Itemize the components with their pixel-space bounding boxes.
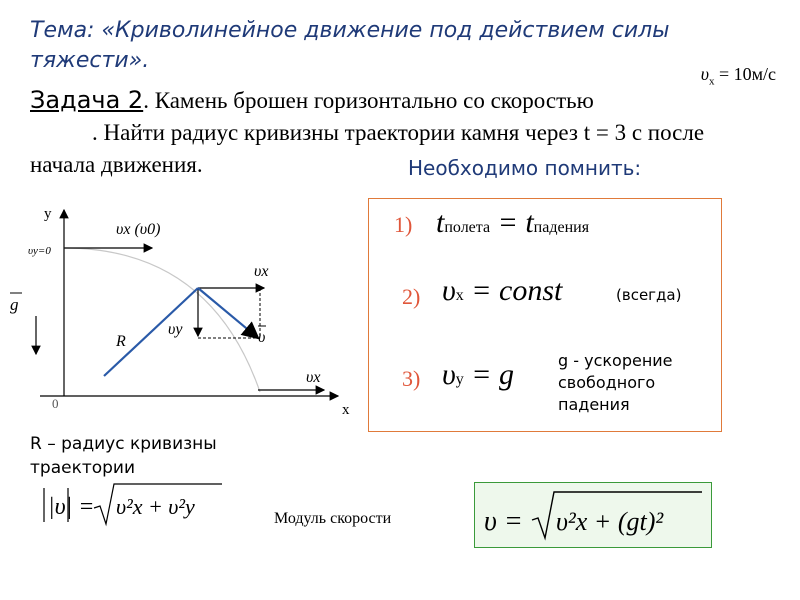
task-text-1: . Камень брошен горизонтально со скоростью — [143, 88, 594, 113]
speed-formula — [478, 486, 708, 544]
formula-2-rhs: const — [499, 274, 563, 307]
vy-zero-label: υy=0 — [28, 245, 51, 257]
radius-line — [104, 288, 198, 376]
formula-2-eq: = — [463, 274, 500, 307]
vx-ground-label: υx — [306, 369, 321, 386]
remember-title: Необходимо помнить: — [408, 156, 642, 180]
item-1-number: 1) — [394, 212, 413, 237]
speed-formula-lhs: υ = — [484, 506, 523, 537]
trajectory-curve — [64, 248, 260, 392]
remember-item-3 — [402, 366, 420, 392]
v-label: υ — [258, 329, 266, 346]
given-value: = 10м/с — [714, 64, 776, 84]
radius-note: R – радиус кривизны траектории — [30, 434, 217, 478]
formula-3-rhs: g — [499, 358, 515, 391]
formula-vx-const — [442, 274, 562, 308]
task-label: Задача 2 — [30, 86, 144, 114]
given-sub: x — [708, 75, 715, 88]
trajectory-diagram — [0, 196, 370, 432]
formula-1-eq: = — [490, 206, 526, 239]
formula-flight-time — [436, 206, 589, 240]
x-axis-label: x — [342, 402, 350, 418]
speed-magnitude-lhs: |υ| = — [48, 494, 95, 520]
formula-3-lhs-sub: y — [455, 371, 464, 388]
formula-1-rhs-sub: падения — [533, 219, 590, 236]
formula-3-lhs: υ — [442, 358, 456, 391]
remember-item-1 — [394, 212, 412, 238]
speed-formula-rad: υ²x + (gt)² — [556, 507, 664, 536]
radius-label: R — [116, 333, 126, 350]
always-note: (всегда) — [616, 286, 682, 304]
remember-item-2 — [402, 284, 420, 310]
speed-magnitude-rad: υ²x + υ²y — [116, 494, 195, 519]
g-label: g — [10, 295, 19, 314]
item-2-number: 2) — [402, 284, 421, 309]
formula-3-eq: = — [463, 358, 500, 391]
formula-2-lhs: υ — [442, 274, 456, 307]
formula-1-lhs: t — [436, 206, 445, 239]
modulus-label: Модуль скорости — [274, 510, 392, 527]
given-symbol: υ — [700, 64, 709, 84]
y-axis-label: y — [44, 206, 52, 222]
task-statement — [30, 84, 770, 181]
formula-2-lhs-sub: x — [455, 287, 464, 304]
formula-1-rhs: t — [525, 206, 534, 239]
velocity-vector — [198, 288, 258, 338]
topic-title: Тема: «Криволинейное движение под действием силы тяжести». — [30, 18, 670, 73]
vx-component-label: υx — [254, 263, 269, 280]
given-speed — [701, 64, 776, 88]
task-text-2: . Найти радиус кривизны траектории камня через t = 3 с после начала движения. — [30, 120, 705, 177]
item-3-number: 3) — [402, 366, 421, 391]
vy-component-label: υy — [168, 321, 183, 338]
vx-v0-label: υx (υ0) — [116, 221, 161, 238]
formula-1-lhs-sub: полета — [444, 219, 491, 236]
speed-magnitude-formula — [36, 480, 226, 530]
origin-label: 0 — [52, 396, 59, 411]
g-definition: g - ускорение свободного падения — [558, 351, 673, 414]
formula-vy-g — [442, 358, 514, 392]
